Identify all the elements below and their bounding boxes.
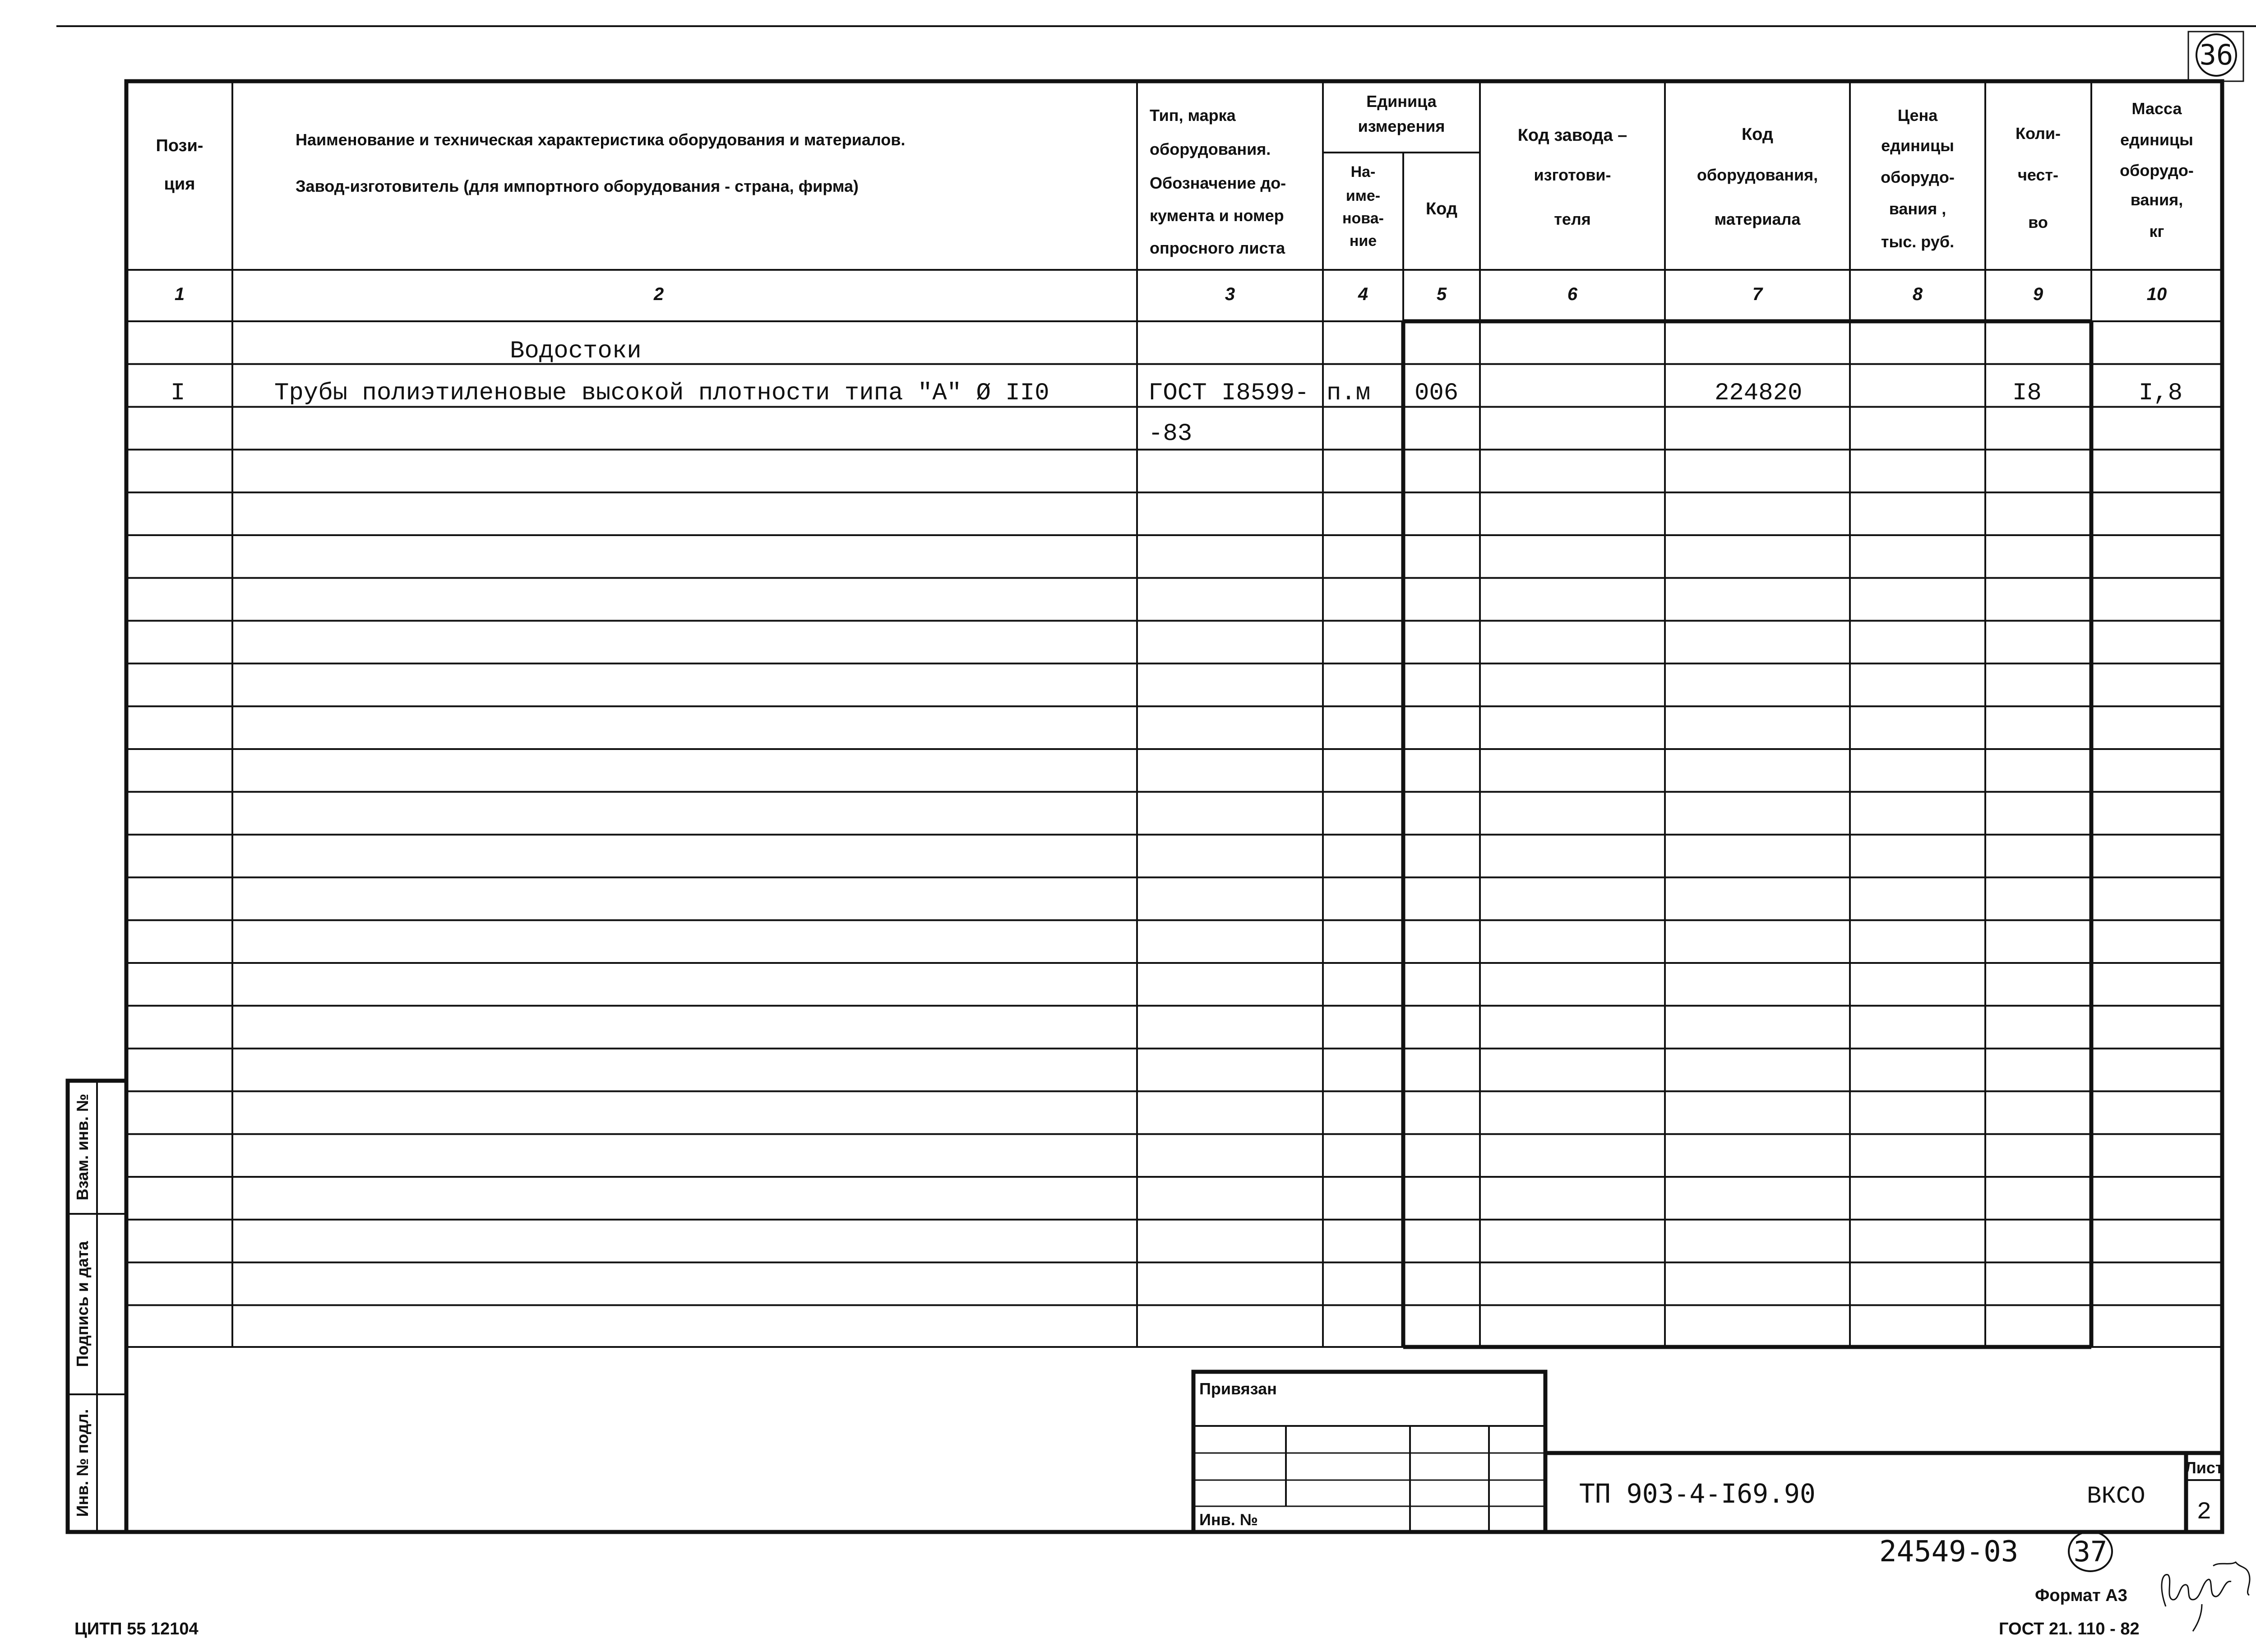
col-number-1: 1: [174, 284, 185, 304]
section-title: Водостоки: [510, 338, 642, 365]
header-equip-line-3: материала: [1714, 210, 1801, 228]
header-mass-line-4: вания,: [2130, 190, 2183, 209]
col-number-6: 6: [1567, 284, 1578, 304]
header-name-line-2: Завод-изготовитель (для импортного оборудования - страна, фирма): [296, 177, 859, 195]
header-pos-line-1: Пози-: [156, 136, 203, 155]
header-type-line-1: Тип, марка: [1150, 106, 1236, 125]
header-unit-name-line-3: нова-: [1342, 210, 1384, 227]
col-number-3: 3: [1225, 284, 1235, 304]
header-unit-code: Код: [1425, 199, 1458, 218]
col-number-8: 8: [1912, 284, 1923, 304]
stamp-inv-no: Инв. №: [1199, 1510, 1258, 1529]
header-type-line-2: оборудования.: [1150, 140, 1271, 158]
header-price-line-3: оборудо-: [1881, 168, 1955, 186]
header-equip-line-2: оборудования,: [1697, 166, 1818, 184]
header-unit: [1342, 92, 1457, 250]
header-qty-line-3: во: [2028, 213, 2048, 231]
header-unit-line-2: измерения: [1358, 117, 1445, 135]
header-pos-line-2: ция: [164, 175, 195, 194]
side-label-inv-repl: Взам. инв. №: [73, 1093, 92, 1201]
row-doc-line-1: ГОСТ I8599-: [1148, 379, 1309, 407]
header-type: [1150, 106, 1286, 257]
page-number: 37: [2073, 1535, 2108, 1568]
header-price-line-5: тыс. руб.: [1881, 232, 1955, 251]
col-number-4: 4: [1358, 284, 1368, 304]
side-strip: [68, 1081, 126, 1532]
side-label-inv-orig: Инв. № подл.: [73, 1409, 92, 1517]
sheet-mark: 36: [2199, 38, 2233, 71]
stamp-sheet-label: Лист: [2185, 1458, 2224, 1477]
column-numbers: [175, 284, 2167, 304]
header-name-line-1: Наименование и техническая характеристика оборудования и материалов.: [296, 130, 906, 149]
signature: [2162, 1562, 2250, 1631]
row-name: Трубы полиэтиленовые высокой плотности типа "А" Ø II0: [274, 379, 1049, 407]
table-frame: [126, 81, 2222, 1532]
header-qty-line-2: чест-: [2017, 166, 2059, 184]
col-number-10: 10: [2146, 284, 2167, 304]
header-unit-name-line-2: име-: [1345, 187, 1381, 204]
header-plant-line-3: теля: [1554, 210, 1591, 228]
col-number-7: 7: [1752, 284, 1763, 304]
column-lines: [232, 81, 2091, 1347]
header-unit-line-1: Единица: [1366, 92, 1437, 111]
stamp-attached: Привязан: [1199, 1379, 1277, 1398]
header-mass-line-1: Масса: [2131, 99, 2182, 118]
row-unit: п.м: [1327, 379, 1371, 407]
header-name: [296, 130, 905, 195]
header-equip-line-1: Код: [1741, 125, 1774, 144]
row-equip-code: 224820: [1715, 379, 1803, 407]
header-plant-line-1: Код завода –: [1517, 126, 1627, 145]
header-quantity: [2016, 124, 2061, 231]
printer-code: ЦИТП 55 12104: [74, 1620, 199, 1638]
row-unit-code: 006: [1415, 379, 1459, 407]
table-row: [171, 379, 2182, 448]
header-unit-name-line-4: ние: [1349, 232, 1377, 250]
archive-number: 24549-03: [1879, 1535, 2019, 1569]
row-doc-line-2: -83: [1148, 420, 1193, 448]
header-price: [1881, 106, 1955, 251]
title-block: [1193, 1372, 2224, 1532]
header-position: [156, 136, 203, 194]
header-plant-line-2: изготови-: [1534, 166, 1611, 184]
stamp-mark: ВКСО: [2087, 1483, 2145, 1510]
body-row-lines: [126, 364, 2222, 1305]
header-mass-line-5: кг: [2149, 222, 2164, 241]
header-unit-name-line-1: На-: [1350, 163, 1376, 180]
row-position: I: [171, 379, 185, 407]
row-mass: I,8: [2139, 379, 2183, 407]
format-label: Формат А3: [2035, 1586, 2127, 1605]
header-equipment-code: [1697, 125, 1818, 228]
side-label-sign-date: Подпись и дата: [73, 1241, 92, 1367]
header-price-line-2: единицы: [1881, 136, 1954, 155]
col-number-9: 9: [2033, 284, 2043, 304]
header-qty-line-1: Коли-: [2015, 124, 2061, 143]
header-mass-line-3: оборудо-: [2120, 161, 2194, 180]
col-number-2: 2: [653, 284, 664, 304]
col-number-5: 5: [1436, 284, 1447, 304]
stamp-sheet-number: 2: [2196, 1499, 2212, 1526]
gost-label: ГОСТ 21. 110 - 82: [1999, 1620, 2140, 1638]
header-price-line-1: Цена: [1897, 106, 1938, 125]
header-type-line-3: Обозначение до-: [1150, 174, 1286, 192]
header-mass-line-2: единицы: [2120, 130, 2193, 149]
header-type-line-5: опросного листа: [1150, 239, 1285, 257]
header-plant: [1518, 126, 1627, 228]
stamp-doc-code: ТП 903-4-I69.90: [1579, 1478, 1816, 1509]
header-mass: [2120, 99, 2194, 241]
header-price-line-4: вания ,: [1889, 199, 1946, 218]
header-type-line-4: кумента и номер: [1150, 206, 1284, 225]
row-quantity: I8: [2012, 379, 2042, 407]
